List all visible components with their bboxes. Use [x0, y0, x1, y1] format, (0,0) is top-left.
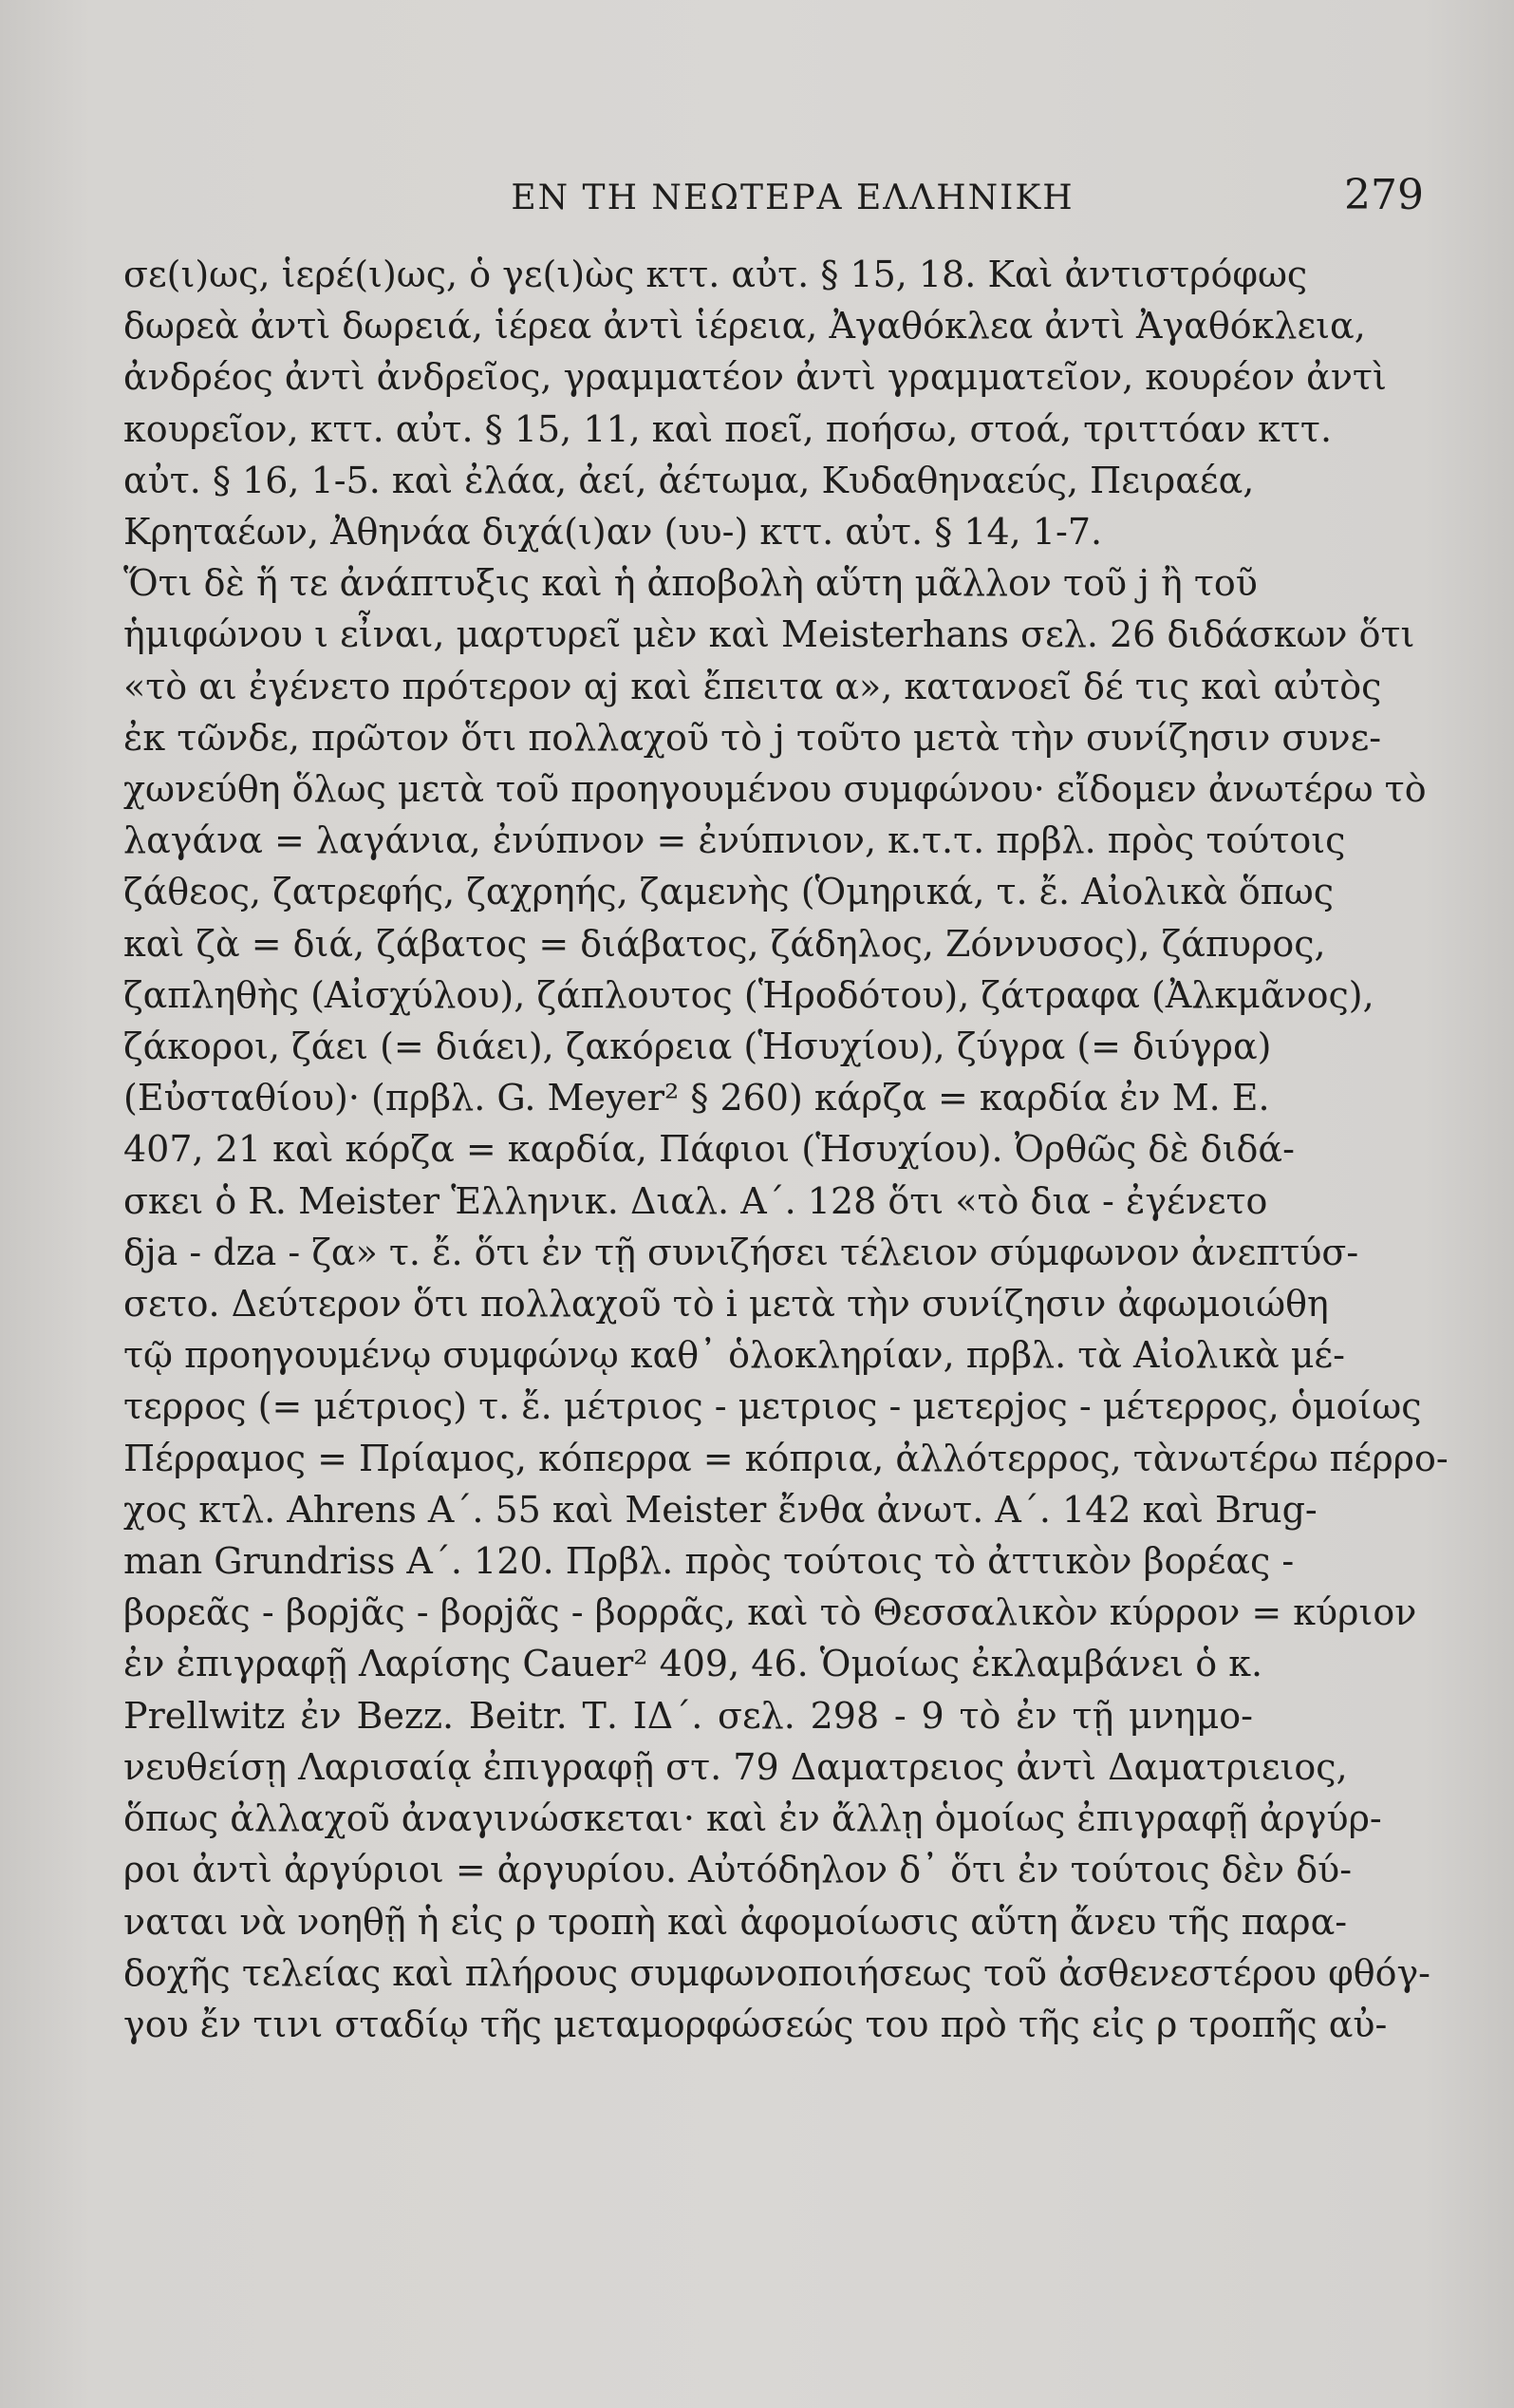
text-line: 407, 21 καὶ κόρζα = καρδία, Πάφιοι (Ἡσυχίου). Ὀρθῶς δὲ διδά- — [123, 1128, 1295, 1171]
text-line: λαγάνα = λαγάνια, ἐνύπνον = ἐνύπνιον, κ.τ.τ. πρβλ. πρὸς τούτοις — [123, 819, 1346, 862]
text-line: δοχῆς τελείας καὶ πλήρους συμφωνοποιήσεως τοῦ ἀσθενεστέρου φθόγ- — [123, 1951, 1430, 1994]
text-line: χωνεύθη ὅλως μετὰ τοῦ προηγουμένου συμφώνου· εἴδομεν ἀνωτέρω τὸ — [123, 768, 1427, 811]
text-line: ναται νὰ νοηθῇ ἡ εἰς ρ τροπὴ καὶ ἀφομοίωσις αὕτη ἄνευ τῆς παρα- — [123, 1900, 1348, 1943]
body-text — [123, 249, 1449, 2050]
text-line: (Εὐσταθίου)· (πρβλ. G. Meyer² § 260) κάρζα = καρδία ἐν Μ. Ε. — [123, 1077, 1270, 1119]
text-line: κουρεῖον, κττ. αὐτ. § 15, 11, καὶ ποεῖ, ποήσω, στοά, τριττόαν κττ. — [123, 407, 1333, 450]
text-line: Πέρραμος = Πρίαμος, κόπερρα = κόπρια, ἀλλότερρος, τὰνωτέρω πέρρο- — [123, 1437, 1449, 1479]
text-line: γου ἔν τινι σταδίῳ τῆς μεταμορφώσεώς του πρὸ τῆς εἰς ρ τροπῆς αὐ- — [123, 2003, 1388, 2045]
page-header — [161, 171, 1424, 228]
text-line: τερρος (= μέτριος) τ. ἔ. μέτριος - μετριος - μετερjος - μέτερρος, ὁμοίως — [123, 1385, 1422, 1428]
text-line: ροι ἀντὶ ἀργύριοι = ἀργυρίου. Αὐτόδηλον δ᾽ ὅτι ἐν τούτοις δὲν δύ- — [123, 1849, 1353, 1891]
running-title: ΕΝ ΤΗ ΝΕΩΤΕΡΑ ΕΛΛΗΝΙΚΗ — [511, 179, 1075, 217]
text-line: αὐτ. § 16, 1-5. καὶ ἐλάα, ἀεί, ἀέτωμα, Κυδαθηναεύς, Πειραέα, — [123, 459, 1255, 501]
text-line: δja - dza - ζα» τ. ἔ. ὅτι ἐν τῇ συνιζήσει τέλειον σύμφωνον ἀνεπτύσ- — [123, 1231, 1359, 1273]
text-line: man Grundriss Α΄. 120. Πρβλ. πρὸς τούτοις τὸ ἀττικὸν βορέας - — [123, 1540, 1295, 1583]
text-line: καὶ ζὰ = διά, ζάβατος = διάβατος, ζάδηλος, Ζόννυσος), ζάπυρος, — [123, 922, 1326, 965]
text-line: δωρεὰ ἀντὶ δωρειά, ἱέρεα ἀντὶ ἱέρεια, Ἀγαθόκλεα ἀντὶ Ἀγαθόκλεια, — [123, 305, 1366, 348]
text-line: ζάθεος, ζατρεφής, ζαχρηής, ζαμενὴς (Ὁμηρικά, τ. ἔ. Αἰολικὰ ὅπως — [123, 871, 1335, 913]
text-line: «τὸ αι ἐγένετο πρότερον αj καὶ ἔπειτα α», κατανοεῖ δέ τις καὶ αὐτὸς — [123, 665, 1382, 707]
text-line: σετο. Δεύτερον ὅτι πολλαχοῦ τὸ i μετὰ τὴν συνίζησιν ἀφωμοιώθη — [123, 1283, 1329, 1326]
text-line: ζαπληθὴς (Αἰσχύλου), ζάπλουτος (Ἡροδότου), ζάτραφα (Ἀλκμᾶνος), — [123, 973, 1374, 1016]
text-line: σε(ι)ως, ἱερέ(ι)ως, ὁ γε(ι)ὼς κττ. αὐτ. § 15, 18. Καὶ ἀντιστρόφως — [123, 254, 1308, 295]
text-line: ἀνδρέος ἀντὶ ἀνδρεῖος, γραμματέον ἀντὶ γραμματεῖον, κουρέον ἀντὶ — [123, 356, 1387, 399]
text-line: ὅπως ἀλλαχοῦ ἀναγινώσκεται· καὶ ἐν ἄλλῃ ὁμοίως ἐπιγραφῇ ἀργύρ- — [123, 1797, 1382, 1840]
page-number: 279 — [1344, 171, 1424, 219]
text-line: Ὅτι δὲ ἥ τε ἀνάπτυξις καὶ ἡ ἀποβολὴ αὕτη μᾶλλον τοῦ j ἢ τοῦ — [123, 562, 1258, 605]
text-line: Κρηταέων, Ἀθηνάα διχά(ι)αν (υυ-) κττ. αὐτ. § 14, 1-7. — [123, 511, 1103, 554]
text-line: νευθείσῃ Λαρισαίᾳ ἐπιγραφῇ στ. 79 Δαματρειος ἀντὶ Δαματριειος, — [123, 1745, 1348, 1788]
text-line: σκει ὁ R. Meister Ἑλληνικ. Διαλ. Α΄. 128 ὅτι «τὸ δια - ἐγένετο — [123, 1179, 1268, 1222]
text-line: τῷ προηγουμένῳ συμφώνῳ καθ᾽ ὁλοκληρίαν, πρβλ. τὰ Αἰολικὰ μέ- — [123, 1334, 1345, 1377]
text-line: ζάκοροι, ζάει (= διάει), ζακόρεια (Ἡσυχίου), ζύγρα (= διύγρα) — [123, 1025, 1272, 1068]
text-line: ἡμιφώνου ι εἶναι, μαρτυρεῖ μὲν καὶ Meisterhans σελ. 26 διδάσκων ὅτι — [123, 613, 1415, 656]
text-line: Prellwitz ἐν Bezz. Beitr. Τ. ΙΔ΄. σελ. 298 - 9 τὸ ἐν τῇ μνημο- — [123, 1694, 1253, 1737]
text-line: βορεᾶς - βορjᾶς - βορjᾶς - βορρᾶς, καὶ τὸ Θεσσαλικὸν κύρρον = κύριον — [123, 1591, 1417, 1634]
text-line: ἐκ τῶνδε, πρῶτον ὅτι πολλαχοῦ τὸ j τοῦτο μετὰ τὴν συνίζησιν συνε- — [123, 716, 1382, 759]
text-line: ἐν ἐπιγραφῇ Λαρίσης Cauer² 409, 46. Ὁμοίως ἐκλαμβάνει ὁ κ. — [123, 1643, 1263, 1685]
text-line: χος κτλ. Ahrens Α΄. 55 καὶ Meister ἔνθα ἀνωτ. Α΄. 142 καὶ Brug- — [123, 1488, 1318, 1531]
